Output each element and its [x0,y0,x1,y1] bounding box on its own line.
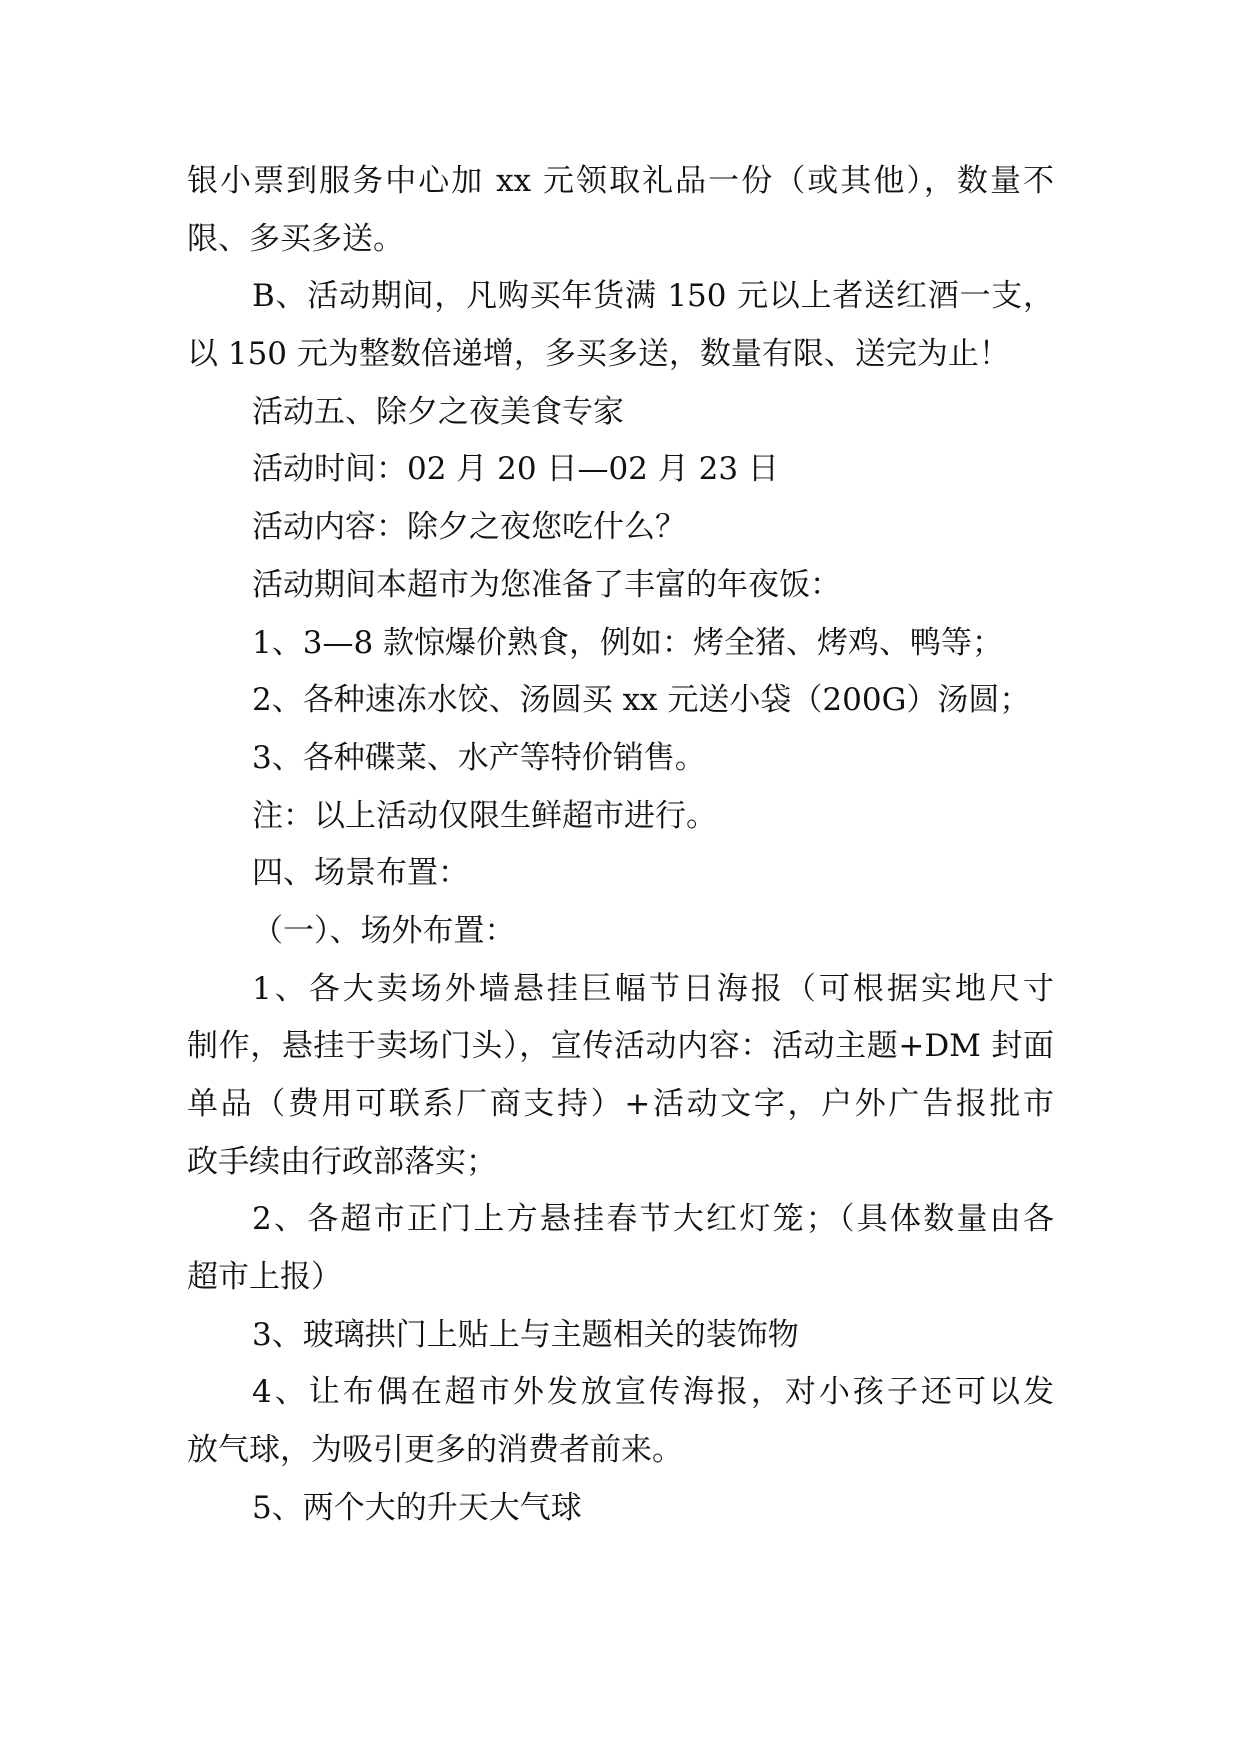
paragraph [187,384,1054,442]
text-line: 放气球，为吸引更多的消费者前来。 [187,1432,683,1469]
text-line: 3、玻璃拱门上贴上与主题相关的装饰物 [252,1316,799,1353]
paragraph [187,153,1054,268]
list-item [187,672,1054,730]
text-line: 4、让布偶在超市外发放宣传海报，对小孩子还可以发 [252,1374,1054,1411]
paragraph [187,499,1054,557]
list-item [187,1191,1054,1306]
list-item [187,730,1054,788]
text-line: 单品（费用可联系厂商支持）+活动文字，户外广告报批市 [187,1086,1054,1122]
text-line: 限、多买多送。 [187,220,404,257]
paragraph [187,441,1054,499]
text-line: 5、两个大的升天大气球 [252,1489,582,1526]
text-line: 1、3—8 款惊爆价熟食，例如：烤全猪、烤鸡、鸭等； [252,624,1004,661]
text-line: 活动期间本超市为您准备了丰富的年夜饭： [252,566,841,603]
list-item [187,615,1054,673]
text-line: 活动内容：除夕之夜您吃什么？ [252,509,686,546]
paragraph [187,903,1054,961]
text-line: 1、各大卖场外墙悬挂巨幅节日海报（可根据实地尺寸 [252,970,1054,1007]
text-line: 2、各种速冻水饺、汤圆买 xx 元送小袋（200G）汤圆； [252,682,1031,719]
text-line: 制作，悬挂于卖场门头），宣传活动内容：活动主题+DM 封面 [187,1028,1054,1065]
section-heading: 活动五、除夕之夜美食专家 [252,393,624,430]
note-line: 注：以上活动仅限生鲜超市进行。 [252,797,717,834]
paragraph [187,268,1054,383]
paragraph [187,845,1054,903]
text-line: 活动时间：02 月 20 日—02 月 23 日 [252,451,779,488]
list-item [187,1480,1054,1538]
text-line: 超市上报） [187,1259,342,1296]
paragraph [187,788,1054,846]
document-body [187,153,1054,1538]
list-item [187,1307,1054,1365]
text-line: 银小票到服务中心加 xx 元领取礼品一份（或其他），数量不 [187,163,1054,199]
text-line: B、活动期间，凡购买年货满 150 元以上者送红酒一支， [252,278,1054,315]
subsection-heading: （一）、场外布置： [252,912,516,949]
list-item [187,1364,1054,1479]
text-line: 政手续由行政部落实； [187,1143,497,1180]
text-line: 2、各超市正门上方悬挂春节大红灯笼；（具体数量由各 [252,1201,1054,1238]
section-heading: 四、场景布置： [252,855,469,892]
list-item [187,961,1054,1192]
text-line: 以 150 元为整数倍递增，多买多送，数量有限、送完为止！ [187,336,1010,373]
text-line: 3、各种碟菜、水产等特价销售。 [252,739,706,776]
paragraph [187,557,1054,615]
